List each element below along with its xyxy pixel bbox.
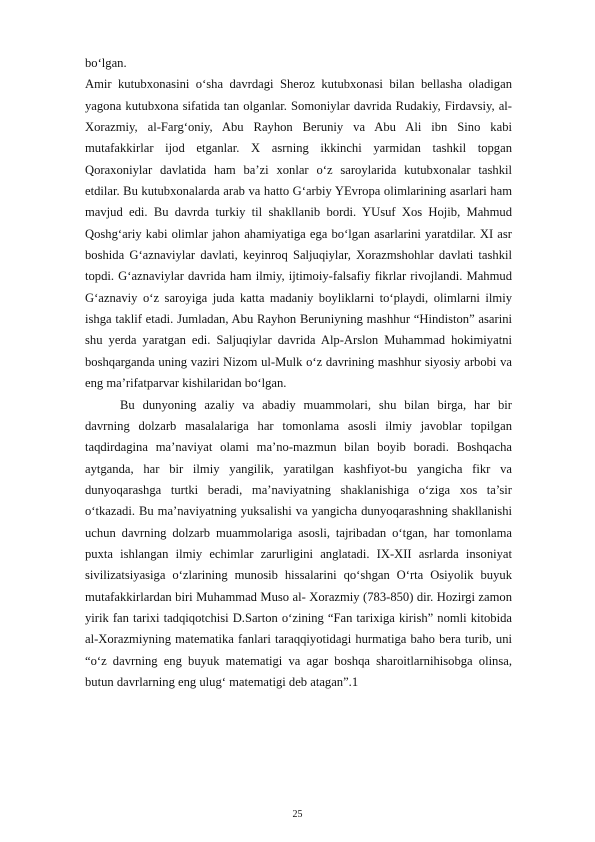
paragraph-khwarizmi: Bu dunyoning azaliy va abadiy muammolari, shu bilan birga, har bir davrning dolzarb masalalariga har tomonlama asosli ilmiy javoblar topilgan taqdirdagina ma’naviyat olami ma’no-mazmun bilan boyib boradi. Boshqacha aytganda, har bir ilmiy yangilik, yaratilgan kashfiyot-bu yangicha fikr va dunyoqarashga turtki beradi, ma’naviyatning shaklanishiga o‘ziga xos ta’sir o‘tkazadi. Bu ma’naviyatning yuksalishi va yangicha dunyoqarashning shakllanishi uchun davrning dolzarb muammolariga asosli, tajribadan o‘tgan, har tomonlama puxta ishlangan ilmiy echimlar zarurligini anglatadi. IX-XII asrlarda insoniyat sivilizatsiyasiga o‘zlarining munosib hissalarini qo‘shgan O‘rta Osiyolik buyuk mutafakkirlardan biri Muhammad Muso al- Xorazmiy (783-850) dir. Hozirgi zamon yirik fan tarixi tadqiqotchisi D.Sarton o‘zining “Fan tarixiga kirish” nomli kitobida al-Xorazmiyning matematika fanlari taraqqiyotidagi hurmatiga baho bera turib, uni “o‘z davrning eng buyuk matematigi va agar boshqa sharoitlarnihisobga olinsa, butun davrlarning eng ulug‘ matematigi deb atagan”.1 bbox=[85, 397, 512, 689]
paragraph-continuation: bo‘lgan. bbox=[85, 56, 127, 70]
body-text bbox=[85, 53, 512, 693]
paragraph-libraries: Amir kutubxonasini o‘sha davrdagi Sheroz kutubxonasi bilan bellasha oladigan yagona kutubxona sifatida tan olganlar. Somoniylar davrida Rudakiy, Firdavsiy, al-Xorazmiy, al-Farg‘oniy, Abu Rayhon Beruniy va Abu Ali ibn Sino kabi mutafakkirlar ijod etganlar. X asrning ikkinchi yarmidan tashkil topgan Qoraxoniylar davlatida ham ba’zi xonlar o‘z saroylarida kutubxonalar tashkil etdilar. Bu kutubxonalarda arab va hatto G‘arbiy YEvropa olimlarining asarlari ham mavjud edi. Bu davrda turkiy til shakllanib bordi. YUsuf Xos Hojib, Mahmud Qoshg‘ariy kabi olimlar jahon ahamiyatiga ega bo‘lgan asarlarini yaratdilar. XI asr boshida G‘aznaviylar davlati, keyinroq Saljuqiylar, Xorazmshohlar davlati tashkil topdi. G‘aznaviylar davrida ham ilmiy, ijtimoiy-falsafiy fikrlar rivojlandi. Mahmud G‘aznaviy o‘z saroyiga juda katta madaniy boyliklarni to‘playdi, olimlarni ilmiy ishga taklif etadi. Jumladan, Abu Rayhon Beruniyning mashhur “Hindiston” asarini shu yerda yaratgan edi. Saljuqiylar davrida Alp-Arslon Muhammad hokimiyatni boshqarganda uning vaziri Nizom ul-Mulk o‘z davrining mashhur siyosiy arbobi va eng ma’rifatparvar kishilaridan bo‘lgan. bbox=[85, 77, 512, 391]
page-number: 25 bbox=[292, 809, 303, 820]
